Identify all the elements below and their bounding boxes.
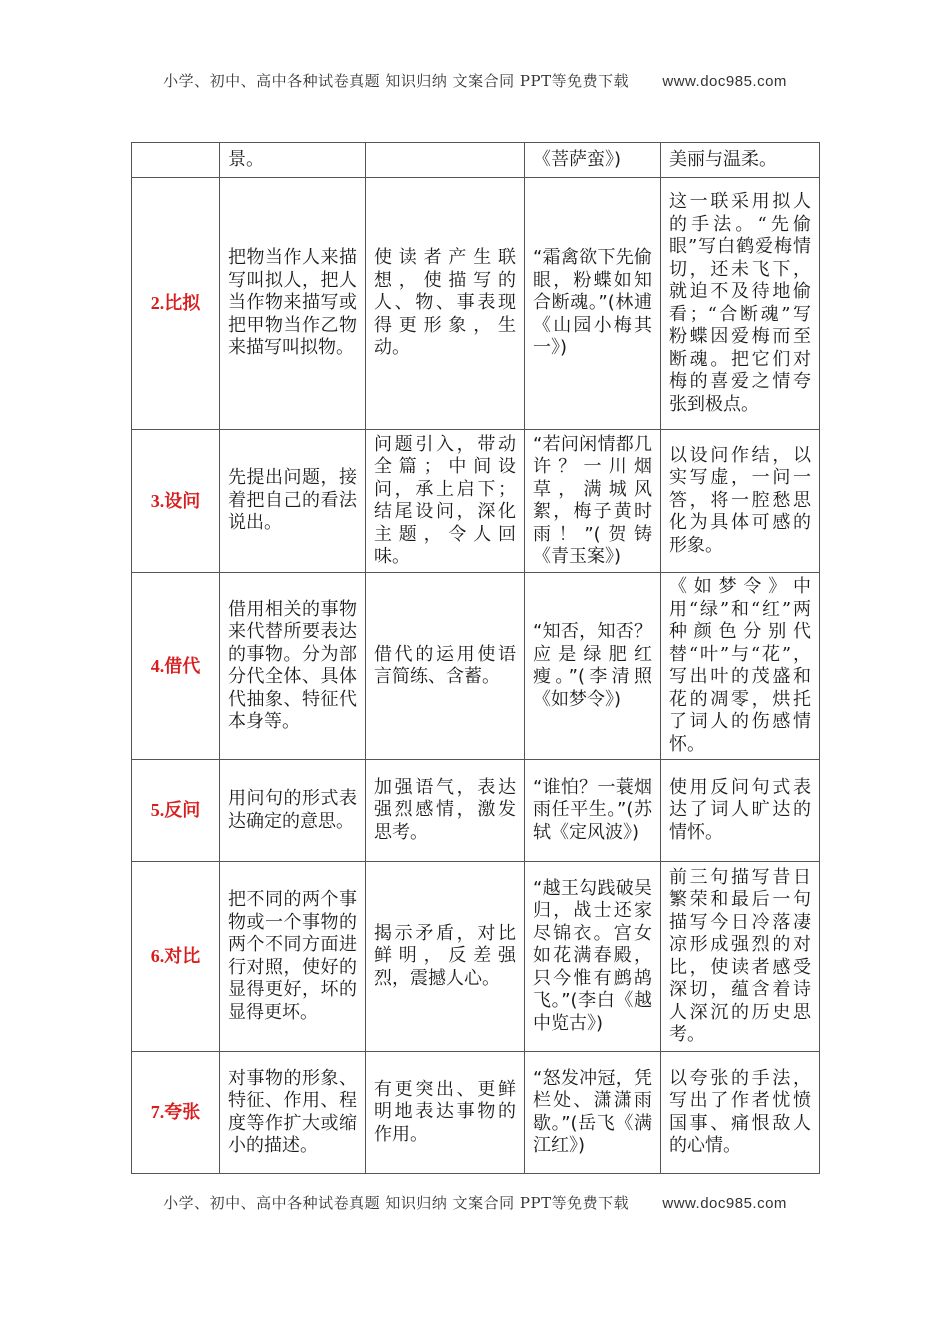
- example-cell: “越王勾践破吴归，战士还家尽锦衣。宫女如花满春殿，只今惟有鹧鸪飞。”(李白《越中览古》): [525, 862, 661, 1052]
- device-label: 4.借代: [132, 573, 220, 760]
- definition-cell: 借用相关的事物来代替所要表达的事物。分为部分代全体、具体代抽象、特征代本身等。: [220, 573, 366, 760]
- definition-cell: 把不同的两个事物或一个事物的两个不同方面进行对照，使好的显得更好，坏的显得更坏。: [220, 862, 366, 1052]
- page-footer: [0, 1192, 950, 1213]
- example-cell: “若问闲情都几许？一川烟草，满城风絮，梅子黄时雨！”(贺铸《青玉案》): [525, 430, 661, 573]
- device-label: 3.设问: [132, 430, 220, 573]
- table-row: [132, 430, 820, 573]
- device-label: [132, 143, 220, 178]
- example-cell: 《菩萨蛮》): [525, 143, 661, 178]
- header-url[interactable]: www.doc985.com: [662, 73, 787, 90]
- page-header: [0, 70, 950, 91]
- table-row: [132, 143, 820, 178]
- device-label: 7.夸张: [132, 1052, 220, 1174]
- analysis-cell: 美丽与温柔。: [661, 143, 820, 178]
- example-cell: “霜禽欲下先偷眼，粉蝶如知合断魂。”(林逋《山园小梅其一》): [525, 178, 661, 430]
- table-row: [132, 862, 820, 1052]
- header-text: 小学、初中、高中各种试卷真题 知识归纳 文案合同 PPT等免费下载: [163, 72, 630, 90]
- table-row: [132, 573, 820, 760]
- device-label: 2.比拟: [132, 178, 220, 430]
- analysis-cell: 以设问作结，以实写虚，一问一答，将一腔愁思化为具体可感的形象。: [661, 430, 820, 573]
- rhetoric-table: [131, 142, 820, 1174]
- definition-cell: 对事物的形象、特征、作用、程度等作扩大或缩小的描述。: [220, 1052, 366, 1174]
- effect-cell: 有更突出、更鲜明地表达事物的作用。: [366, 1052, 525, 1174]
- definition-cell: 先提出问题，接着把自己的看法说出。: [220, 430, 366, 573]
- definition-cell: 用问句的形式表达确定的意思。: [220, 760, 366, 862]
- footer-url[interactable]: www.doc985.com: [662, 1195, 787, 1212]
- analysis-cell: 以夸张的手法，写出了作者忧愤国事、痛恨敌人的心情。: [661, 1052, 820, 1174]
- definition-cell: 景。: [220, 143, 366, 178]
- effect-cell: [366, 143, 525, 178]
- analysis-cell: 前三句描写昔日繁荣和最后一句描写今日冷落凄凉形成强烈的对比，使读者感受深切，蕴含着诗人深沉的历史思考。: [661, 862, 820, 1052]
- table-row: [132, 1052, 820, 1174]
- example-cell: “知否，知否？应是绿肥红瘦。”(李清照《如梦令》): [525, 573, 661, 760]
- footer-text: 小学、初中、高中各种试卷真题 知识归纳 文案合同 PPT等免费下载: [163, 1194, 630, 1212]
- device-label: 6.对比: [132, 862, 220, 1052]
- definition-cell: 把物当作人来描写叫拟人，把人当作物来描写或把甲物当作乙物来描写叫拟物。: [220, 178, 366, 430]
- table-row: [132, 178, 820, 430]
- effect-cell: 借代的运用使语言简练、含蓄。: [366, 573, 525, 760]
- table-row: [132, 760, 820, 862]
- device-label: 5.反问: [132, 760, 220, 862]
- analysis-cell: 使用反问句式表达了词人旷达的情怀。: [661, 760, 820, 862]
- analysis-cell: 这一联采用拟人的手法。“先偷眼”写白鹤爱梅情切，还未飞下，就迫不及待地偷看；“合断魂”写粉蝶因爱梅而至断魂。把它们对梅的喜爱之情夸张到极点。: [661, 178, 820, 430]
- effect-cell: 加强语气，表达强烈感情，激发思考。: [366, 760, 525, 862]
- analysis-cell: 《如梦令》中用“绿”和“红”两种颜色分别代替“叶”与“花”，写出叶的茂盛和花的凋零，烘托了词人的伤感情怀。: [661, 573, 820, 760]
- effect-cell: 问题引入，带动全篇；中间设问，承上启下；结尾设问，深化主题，令人回味。: [366, 430, 525, 573]
- example-cell: “谁怕？一蓑烟雨任平生。”(苏轼《定风波》): [525, 760, 661, 862]
- example-cell: “怒发冲冠，凭栏处、潇潇雨歇。”(岳飞《满江红》): [525, 1052, 661, 1174]
- effect-cell: 揭示矛盾，对比鲜明，反差强烈，震撼人心。: [366, 862, 525, 1052]
- effect-cell: 使读者产生联想，使描写的人、物、事表现得更形象，生动。: [366, 178, 525, 430]
